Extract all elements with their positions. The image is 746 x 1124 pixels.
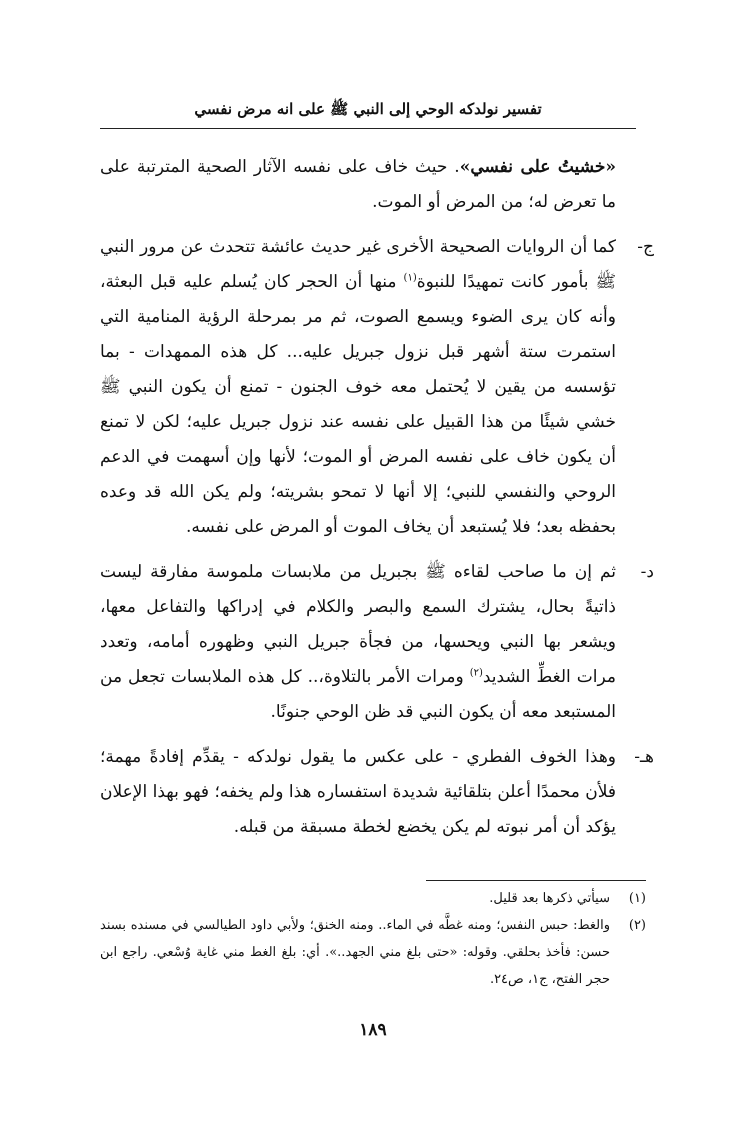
intro-bold-quote: «خشيتُ على نفسي» [459, 157, 616, 177]
list-item-ha [100, 740, 654, 845]
item-marker: ج- [637, 237, 654, 257]
item-text-continued: ومرات الأمر بالتلاوة،.. كل هذه الملابسات تجعل من المستبعد معه أن يكون النبي قد ظن الوحي جنونًا. [100, 667, 616, 722]
running-head: تفسير نولدكه الوحي إلى النبي ﷺ على انه مرض نفسي [100, 100, 636, 129]
footnote-text: والغط: حبس النفس؛ ومنه غطَّه في الماء.. ومنه الخنق؛ ولأبي داود الطيالسي في مسنده بسند حسن: فأخذ بحلقي. وقوله: «حتى بلغ مني الجهد..». أي: بلغ الغط مني غاية وُسْعي. راجع ابن حجر الفتح، ج١، ص٢٤. [100, 918, 610, 987]
footnote-ref[interactable]: (٢) [469, 667, 483, 679]
list-item-dal [100, 555, 654, 730]
item-text: كما أن الروايات الصحيحة الأخرى غير حديث عائشة تتحدث عن مرور النبي ﷺ بأمور كانت تمهيدًا للنبوة [100, 237, 616, 292]
footnote-divider [426, 880, 646, 881]
footnote-ref[interactable]: (١) [403, 272, 417, 284]
item-text: ثم إن ما صاحب لقاءه ﷺ بجبريل من ملابسات ملموسة مفارقة ليست ذاتيةً بحال، يشترك السمع والبصر والكلام في إدراكها والتفاعل معها، ويشعر بها النبي ويحسها، من فجأة جبريل النبي وظهوره أمامه، وتعدد مرات الغطِّ الشديد [100, 562, 616, 687]
item-text-continued: منها أن الحجر كان يُسلم عليه قبل البعثة، وأنه كان يرى الضوء ويسمع الصوت، ثم مر بمرحلة الرؤية المنامية التي استمرت ستة أشهر قبل نزول جبريل عليه... كل هذه الممهدات - بما تؤسسه من يقين لا يُحتمل معه خوف الجنون - تمنع أن يكون النبي ﷺ خشي شيئًا من هذا القبيل على نفسه عند نزول جبريل عليه؛ لكن لا تمنع أن يكون خاف على نفسه المرض أو الموت؛ لأنها وإن أسهمت في الدعم الروحي والنفسي للنبي؛ إلا أنها لا تمحو بشريته؛ ولم يكن الله قد وعده بحفظه بعد؛ فلا يُستبعد أن يخاف الموت أو المرض على نفسه. [100, 272, 616, 537]
item-marker: د- [640, 562, 654, 582]
footnote-text: سيأتي ذكرها بعد قليل. [489, 891, 610, 906]
footnote-number: (٢) [628, 918, 646, 933]
item-marker: هـ- [634, 747, 654, 767]
item-text: وهذا الخوف الفطري - على عكس ما يقول نولدكه - يقدِّم إفادةً مهمة؛ فلأن محمدًا أعلن بتلقائية شديدة استفساره هذا ولم يخفه؛ فهو بهذا الإعلان يؤكد أن أمر نبوته لم يكن يخضع لخطة مسبقة من قبله. [100, 747, 616, 837]
footnotes [100, 885, 646, 993]
footnote [100, 912, 646, 993]
footnote-number: (١) [628, 891, 646, 906]
list-item-jim [100, 230, 654, 545]
intro-text: . حيث خاف على نفسه الآثار الصحية المترتبة على ما تعرض له؛ من المرض أو الموت. [100, 157, 616, 212]
main-text [100, 150, 654, 855]
intro-paragraph [100, 150, 616, 220]
footnote [100, 885, 646, 912]
page-number: ١٨٩ [359, 1020, 387, 1040]
